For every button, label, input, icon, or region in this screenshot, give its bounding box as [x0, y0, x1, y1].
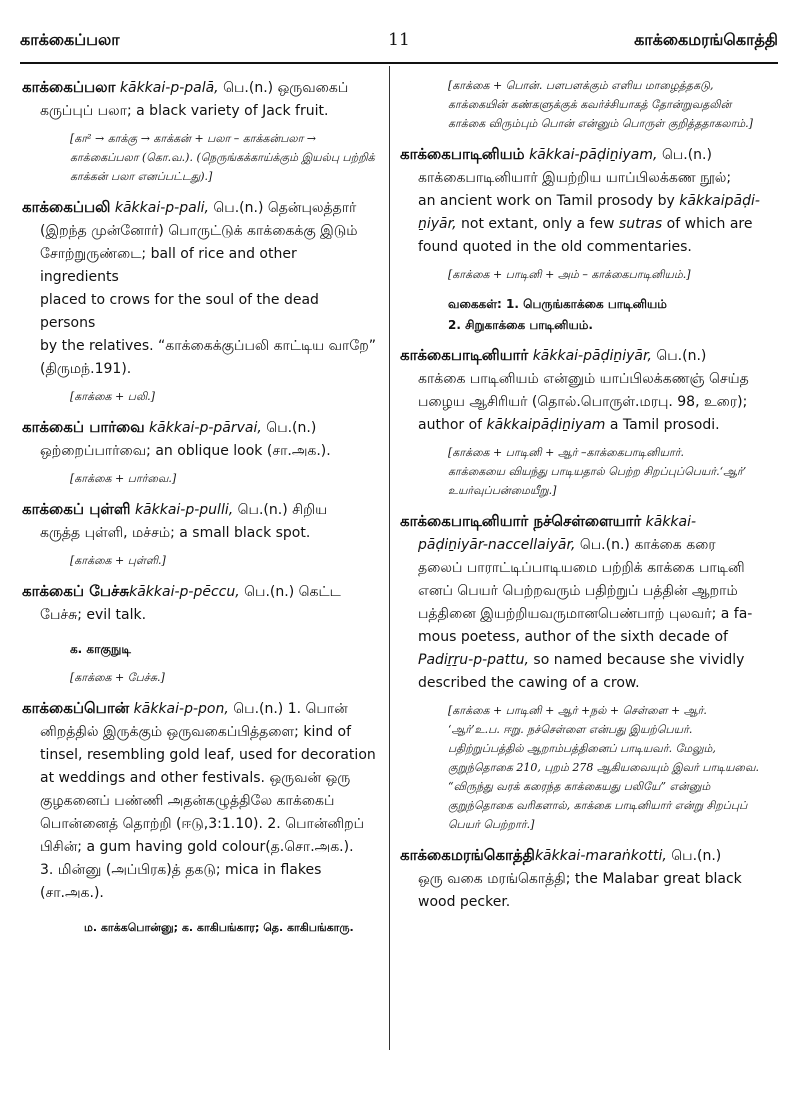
transliteration: kākkai-pāḍiṉiyam, — [529, 147, 658, 163]
etymology-line: காக்கையின் கண்களுக்குக் கவர்ச்சியாகத் தோன்றுவதலின் — [448, 98, 732, 111]
etymology-line: [காக்கை + பொன். பளபளக்கும் எளிய மாழைத்தகடு, — [448, 79, 714, 92]
definition-text: ஒரு வகை மரங்கொத்தி; the Malabar great black — [418, 871, 742, 887]
transliteration: pāḍiṉiyār-naccellaiyār, — [418, 537, 576, 553]
transliteration: kākkai-p-pēccu, — [129, 584, 240, 600]
etymology-line: [காக்கை + பாடினி + ஆர் –காக்கைபாடினியார். — [448, 446, 685, 459]
dictionary-entry — [22, 76, 378, 123]
guide-word-right: காக்கைமரங்கொத்தி — [634, 30, 778, 49]
variants-label: வகைகள்: — [448, 297, 502, 311]
cognate-note: க. காகுநுடி — [70, 642, 131, 656]
definition-text — [400, 414, 768, 437]
etymology-line: [காக்கை + பலி.] — [70, 390, 155, 403]
transliteration: kākkaipāḍi- — [679, 193, 760, 209]
definition-text — [400, 213, 768, 236]
citation: (திருமந்.191). — [40, 361, 132, 377]
headword: காக்கைப் பேச்சு — [22, 582, 130, 600]
etymology-line: [கா² → காக்கு → காக்கன் + பலா – காக்கன்பலா → — [70, 132, 317, 145]
dictionary-entry — [22, 580, 378, 627]
etymology-note — [22, 668, 378, 687]
transliteration: kākkai-p-pārvai, — [149, 420, 262, 436]
definition-text: பிசின்; a gum having gold colour(த.சொ.அக.). — [40, 839, 354, 855]
definition-text: described the cawing of a crow. — [418, 675, 640, 691]
part-of-speech: பெ.(n.) — [237, 502, 288, 518]
definition-text: கெட்ட — [298, 584, 341, 600]
definition-text: ஒற்றைப்பார்வை; an oblique look (சா.அக.). — [40, 443, 331, 459]
definition-text: 3. மின்னு (அப்பிரக)த் தகடு; mica in flakes — [40, 862, 322, 878]
etymology-line: [காக்கை + பாடினி + ஆர் +நல் + செள்ளை + ஆர். — [448, 704, 707, 717]
headword: காக்கைப் புள்ளி — [22, 500, 131, 518]
definition-text: காக்கைபாடினியார் இயற்றிய யாப்பிலக்கண நூல்; — [418, 170, 732, 186]
etymology-line: குறுந்தொகை 210, புறம் 278 ஆகியவையும் இவர் பாடியவை. — [448, 761, 759, 774]
etymology-note — [22, 551, 378, 570]
etymology-note — [22, 469, 378, 488]
part-of-speech: பெ.(n.) — [244, 584, 295, 600]
definition-text: 1. பொன் — [287, 701, 348, 717]
dictionary-entry — [22, 416, 378, 463]
definition-text: so named because she vividly — [533, 652, 745, 668]
entry-line — [22, 196, 378, 220]
dictionary-entry — [400, 143, 768, 259]
transliteration: kākkai-p-pulli, — [134, 502, 234, 518]
definition-text: குழகனைப் பண்ணி அதன்கழுத்திலே காக்கைப் — [40, 793, 335, 809]
etymology-note — [400, 701, 768, 834]
part-of-speech: பெ.(n.) — [579, 537, 630, 553]
header-rule — [20, 62, 778, 64]
definition-text: னிறத்தில் இருக்கும் ஒருவகைப்பித்தளை; kind of — [40, 724, 352, 740]
part-of-speech: பெ.(n.) — [223, 80, 274, 96]
part-of-speech: பெ.(n.) — [661, 147, 712, 163]
headword: காக்கைப்பலா — [22, 78, 116, 96]
term: sutras — [618, 216, 663, 232]
definition-text: placed to crows for the soul of the dead persons — [40, 292, 319, 331]
entry-line — [400, 344, 768, 368]
definition-text: not extant, only a few — [461, 216, 615, 232]
headword: காக்கைபாடினியார் நச்செள்ளையார் — [400, 512, 642, 530]
variants-note — [400, 294, 768, 336]
definition-text: எனப் பெயர் பெற்றவரும் பதிற்றுப் பத்தின் ஆறாம் — [418, 583, 738, 599]
definition-text: பழைய ஆசிரியர் (தொல்.பொருள்.மரபு. 98, உரை); — [418, 394, 748, 410]
page-number: 11 — [388, 30, 410, 50]
definition-text: tinsel, resembling gold leaf, used for decoration — [40, 747, 376, 763]
transliteration: kākkai-maraṅkotti, — [534, 848, 667, 864]
entry-line — [400, 510, 768, 534]
part-of-speech: பெ.(n.) — [671, 848, 722, 864]
definition-text: (இறந்த முன்னோர்) பொருட்டுக் காக்கைக்கு இடும் — [40, 223, 358, 239]
dictionary-entry — [400, 510, 768, 695]
entry-line — [22, 580, 378, 604]
transliteration: kākkaipāḍiṉiyam — [486, 417, 606, 433]
definition-text: சிறிய — [292, 502, 328, 518]
entry-line — [22, 76, 378, 100]
definition-text: found quoted in the old commentaries. — [418, 239, 692, 255]
transliteration: kākkai-p-pali, — [114, 200, 209, 216]
left-column — [22, 76, 378, 937]
dictionary-entry — [400, 844, 768, 914]
etymology-line: “விருந்து வரக் கரைந்த காக்கையது பலியே” என்னும் — [448, 780, 711, 793]
definition-text: பொன்னைத் தொற்றி (ஈடு,3:1.10). 2. பொன்னிறப் — [40, 816, 365, 832]
entry-line — [22, 697, 378, 721]
etymology-line: [காக்கை + புள்ளி.] — [70, 554, 166, 567]
headword: காக்கைமரங்கொத்தி — [400, 846, 535, 864]
etymology-line: [காக்கை + பாடினி + அம் – காக்கைபாடினியம்.] — [448, 268, 691, 281]
transliteration: kākkai-p-palā, — [119, 80, 219, 96]
etymology-note — [400, 76, 768, 133]
definition-text: author of — [418, 417, 483, 433]
definition-text: wood pecker. — [418, 894, 511, 910]
etymology-note — [400, 265, 768, 284]
guide-word-left: காக்கைப்பலா — [20, 30, 120, 49]
definition-text: கருத்த புள்ளி, மச்சம்; a small black spot. — [40, 525, 311, 541]
headword: காக்கைப் பார்வை — [22, 418, 145, 436]
definition-text: பத்தினை இயற்றியவருமானபெண்பாற் புலவர்; a fa- — [418, 606, 753, 622]
definition-text: an ancient work on Tamil prosody by — [418, 193, 675, 209]
definition-text: பேச்சு; evil talk. — [40, 607, 147, 623]
etymology-note — [22, 387, 378, 406]
column-divider — [389, 66, 390, 1050]
cognate-note: ம. காக்கபொன்னு; க. காகிபங்கார; தெ. காகிபங்காரு. — [84, 921, 354, 934]
variant: 1. பெருங்காக்கை பாடினியம் — [506, 297, 667, 311]
definition-text: of which are — [666, 216, 753, 232]
headword: காக்கைபாடினியம் — [400, 145, 525, 163]
definition-text: mous poetess, author of the sixth decade of — [418, 629, 728, 645]
definition-text: கருப்புப் பலா; a black variety of Jack fruit. — [40, 103, 329, 119]
etymology-note — [400, 443, 768, 500]
etymology-line: காக்கை விரும்பும் பொன் என்னும் பொருள் குறித்ததாகலாம்.] — [448, 117, 753, 130]
definition-text: காக்கை பாடினியம் என்னும் யாப்பிலக்கணஞ் செய்த — [418, 371, 749, 387]
etymology-line: பெயர் பெற்றார்.] — [448, 818, 535, 831]
entry-line — [400, 143, 768, 167]
etymology-line: காக்கையை வியந்து பாடியதால் பெற்ற சிறப்புப்பெயர்.‘ஆர்’ — [448, 465, 747, 478]
variant: 2. சிறுகாக்கை பாடினியம். — [448, 318, 593, 332]
entry-line — [22, 498, 378, 522]
dictionary-entry — [22, 697, 378, 905]
etymology-line: ‘ஆர்’உ.ப. ஈறு. நச்செள்ளை என்பது இயற்பெயர். — [448, 723, 693, 736]
transliteration: kākkai-pāḍiṉiyār, — [532, 348, 652, 364]
headword: காக்கைப்பொன் — [22, 699, 130, 717]
page-header — [20, 30, 778, 60]
definition-text: ஒருவகைப் — [277, 80, 349, 96]
etymology-line: [காக்கை + பேச்சு.] — [70, 671, 165, 684]
etymology-line: பதிற்றுப்பத்தில் ஆறாம்பத்தினைப் பாடியவர். மேலும், — [448, 742, 716, 755]
definition-text — [400, 649, 768, 672]
definition-text: தென்புலத்தார் — [267, 200, 357, 216]
part-of-speech: பெ.(n.) — [213, 200, 264, 216]
definition-text: by the relatives. “காக்கைக்குப்பலி காட்டிய வாறே” — [40, 338, 377, 354]
etymology-line: காக்கைப்பலா (கொ.வ.). (நெருங்கக்காய்க்கும் இயல்பு பற்றிக் — [70, 151, 375, 164]
definition-text: a Tamil prosodi. — [609, 417, 720, 433]
etymology-line: காக்கன் பலா எனப்பட்டது).] — [70, 170, 213, 183]
dictionary-entry — [400, 344, 768, 437]
dictionary-entry — [22, 498, 378, 545]
definition-text: காக்கை கரை — [634, 537, 716, 553]
transliteration: kākkai- — [645, 514, 697, 530]
part-of-speech: பெ.(n.) — [266, 420, 317, 436]
etymology-line: [காக்கை + பார்வை.] — [70, 472, 177, 485]
entry-line — [22, 416, 378, 440]
etymology-note — [22, 129, 378, 186]
transliteration: ṉiyār, — [418, 216, 457, 232]
definition-text: at weddings and other festivals. ஒருவன் ஒரு — [40, 770, 351, 786]
dictionary-entry — [22, 196, 378, 381]
etymology-line: குறுந்தொகை வரிகளால், காக்கை பாடினியார் என்று சிறப்புப் — [448, 799, 748, 812]
etymology-line: உயர்வுப்பன்மையீறு.] — [448, 484, 557, 497]
part-of-speech: பெ.(n.) — [233, 701, 284, 717]
transliteration: kākkai-p-pon, — [133, 701, 229, 717]
right-column — [400, 76, 768, 920]
definition-text: (சா.அக.). — [40, 885, 104, 901]
entry-line — [400, 844, 768, 868]
definition-text — [400, 190, 768, 213]
term: Padiṟṟu-p-pattu, — [418, 652, 529, 668]
definition-text: தலைப் பாராட்டிப்பாடியமை பற்றிக் காக்கை பாடினி — [418, 560, 745, 576]
definition-text: சோற்றுருண்டை; ball of rice and other ingredients — [40, 246, 297, 285]
headword: காக்கைபாடினியார் — [400, 346, 529, 364]
definition-text — [400, 534, 768, 557]
headword: காக்கைப்பலி — [22, 198, 111, 216]
part-of-speech: பெ.(n.) — [656, 348, 707, 364]
